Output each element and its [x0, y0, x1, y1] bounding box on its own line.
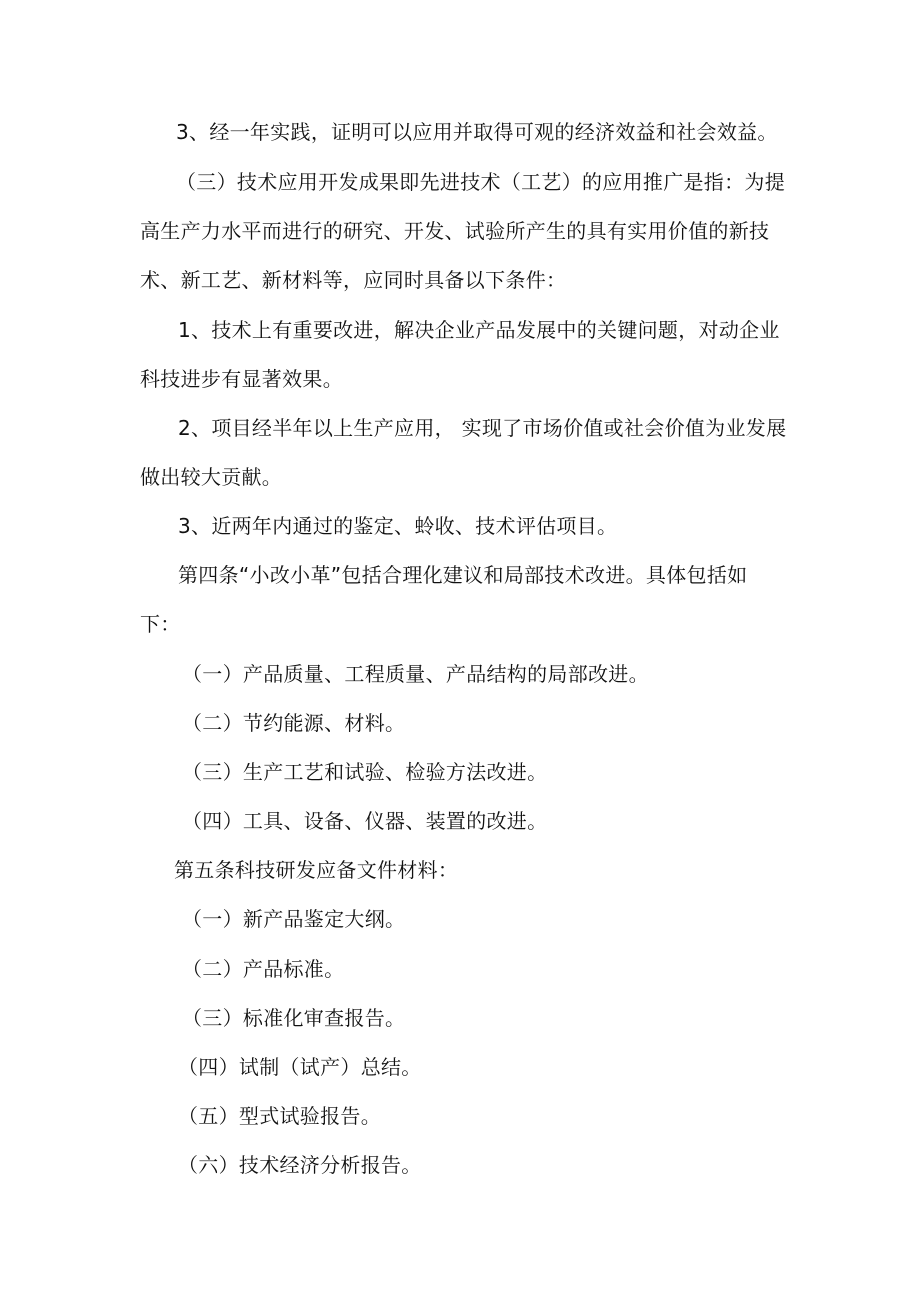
paragraph-line: 高生产力水平而进行的研究、开发、试验所产生的具有实用价值的新技 [140, 219, 770, 243]
paragraph-line: 做出较大贡献。 [140, 465, 283, 489]
paragraph-line: 1、技术上有重要改进，解决企业产品发展中的关键问题，对动企业 [178, 318, 780, 342]
paragraph-line: （三）技术应用开发成果即先进技术（工艺）的应用推广是指：为提 [176, 170, 785, 194]
paragraph-line: 第四条“小改小革”包括合理化建议和局部技术改进。具体包括如 [178, 563, 748, 587]
list-item: （二）节约能源、材料。 [182, 711, 406, 735]
list-item: （五）型式试验报告。 [178, 1104, 381, 1128]
paragraph-line: 下： [140, 612, 181, 636]
paragraph-line: 术、新工艺、新材料等，应同时具备以下条件： [140, 268, 567, 292]
paragraph-line: 第五条科技研发应备文件材料： [174, 858, 459, 882]
list-item: （二）产品标准。 [182, 957, 345, 981]
paragraph-line: 3、经一年实践，证明可以应用并取得可观的经济效益和社会效益。 [176, 120, 778, 144]
list-item: （四）试制（试产）总结。 [178, 1055, 422, 1079]
list-item: （三）标准化审查报告。 [182, 1006, 406, 1030]
paragraph-line: 科技进步有显著效果。 [140, 367, 343, 391]
paragraph-line: 3、近两年内通过的鉴定、蛉收、技术评估项目。 [178, 514, 618, 538]
list-item: （一）新产品鉴定大纲。 [182, 907, 406, 931]
list-item: （三）生产工艺和试验、检验方法改进。 [182, 760, 548, 784]
list-item: （一）产品质量、工程质量、产品结构的局部改进。 [182, 662, 649, 686]
paragraph-line: 2、项目经半年以上生产应用， 实现了市场价值或社会价值为业发展 [178, 416, 787, 440]
list-item: （六）技术经济分析报告。 [178, 1153, 422, 1177]
list-item: （四）工具、设备、仪器、装置的改进。 [182, 809, 548, 833]
